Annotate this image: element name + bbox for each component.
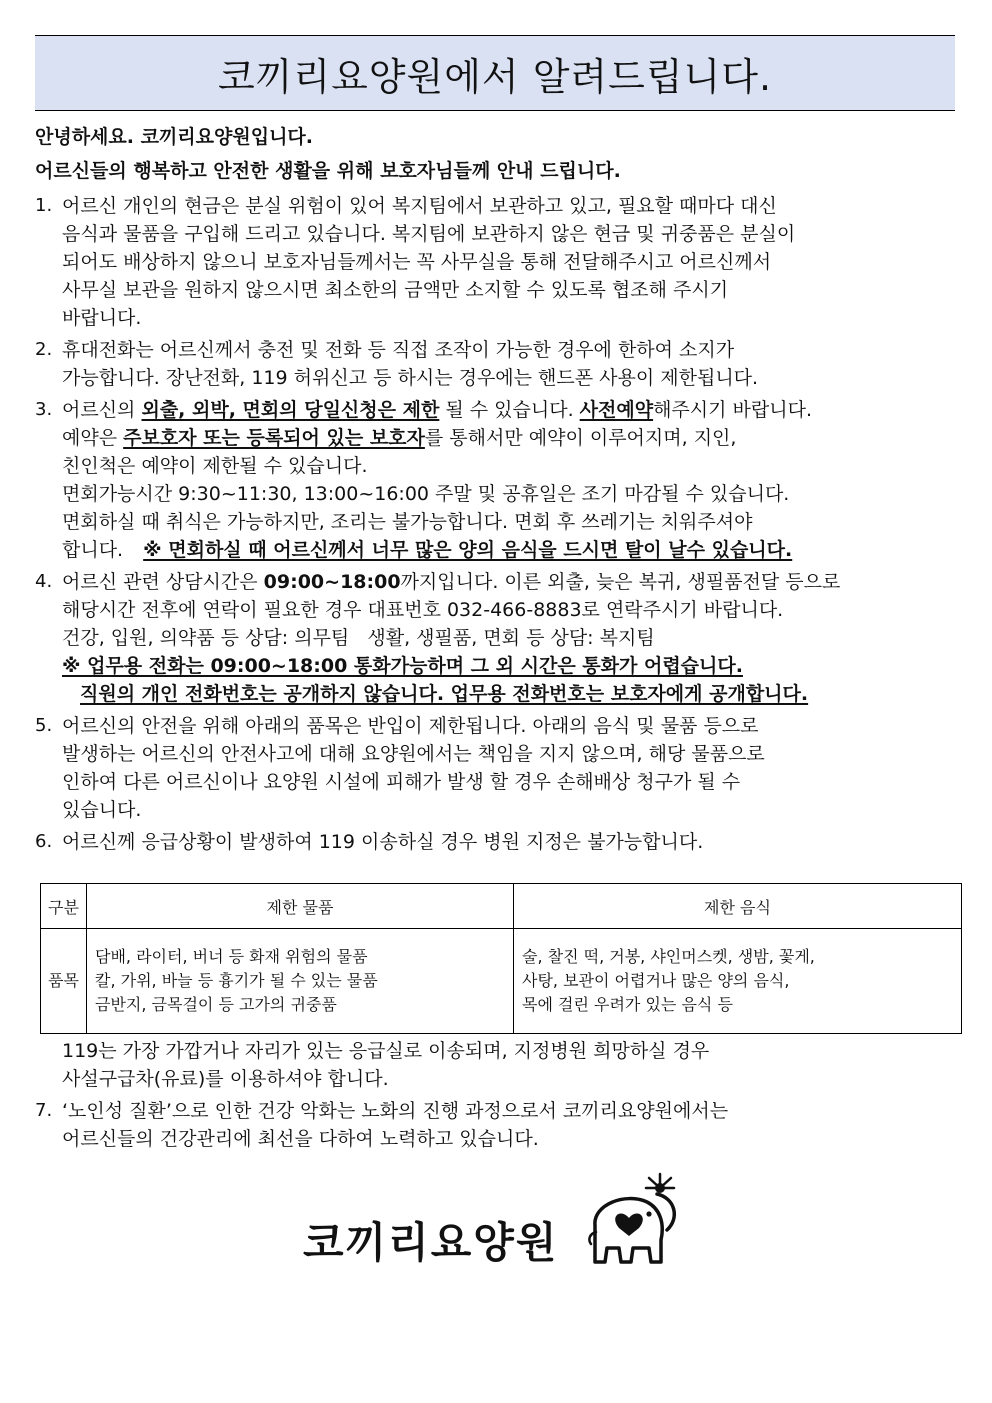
emphasis-text: 주보호자 또는 등록되어 있는 보호자 [123,427,425,449]
item-line: 되어도 배상하지 않으니 보호자님들께서는 꼭 사무실을 통해 전달해주시고 어르신께서 [62,251,772,273]
notice-item-3 [35,396,960,564]
restricted-food: 술, 찰진 떡, 거봉, 샤인머스켓, 생밤, 꽃게, [522,947,815,966]
restricted-item: 칼, 가위, 바늘 등 흉기가 될 수 있는 물품 [95,971,378,990]
notice-item-5 [35,712,960,824]
restricted-items-cell [87,929,514,1034]
table-header: 제한 물품 [87,884,514,929]
text-span: 까지입니다. 이른 외출, 늦은 복귀, 생필품전달 등으로 [400,571,841,593]
consult-hours: 09:00~18:00 [263,571,401,593]
item-number: 1. [35,195,53,216]
item-line: 사무실 보관을 원하지 않으시면 최소한의 금액만 소지할 수 있도록 협조해 주시기 [62,279,729,301]
text-span: 예약은 [62,427,124,449]
emphasis-text: 사전예약 [579,399,654,421]
table-header-row [41,884,962,929]
page-title: 코끼리요양원에서 알려드립니다. [35,35,955,111]
item-line: 면회가능시간 9:30~11:30, 13:00~16:00 주말 및 공휴일은 조기 마감될 수 있습니다. [62,483,790,505]
notice-item-6 [35,828,960,856]
item-number: 6. [35,831,53,852]
restricted-item: 담배, 라이터, 버너 등 화재 위험의 물품 [95,947,368,966]
item-line [62,396,960,424]
table-header: 제한 음식 [514,884,962,929]
item-line: 어르신들의 건강관리에 최선을 다하여 노력하고 있습니다. [62,1128,539,1150]
item-line: 발생하는 어르신의 안전사고에 대해 요양원에서는 책임을 지지 않으며, 해당 물품으로 [62,743,765,765]
item-line: 음식과 물품을 구입해 드리고 있습니다. 복지팀에 보관하지 않은 현금 및 귀중품은 분실이 [62,223,796,245]
item-number: 5. [35,715,53,736]
text-span: 해주시기 바랍니다. [653,399,812,421]
item-number: 3. [35,399,53,420]
item-line: 가능합니다. 장난전화, 119 허위신고 등 하시는 경우에는 핸드폰 사용이 제한됩니다. [62,367,759,389]
text-span: 될 수 있습니다. [439,399,580,421]
item-line: ‘노인성 질환’으로 인한 건강 악화는 노화의 진행 과정으로서 코끼리요양원에서는 [62,1100,729,1122]
notice-body-continued [35,1037,960,1153]
item-line: 건강, 입원, 의약품 등 상담: 의무팀 생활, 생필품, 면회 등 상담: 복지팀 [62,627,655,649]
warning-text: 직원의 개인 전화번호는 공개하지 않습니다. 업무용 전화번호는 보호자에게 공개합니다. [80,683,809,705]
item-line: 어르신 개인의 현금은 분실 위험이 있어 복지팀에서 보관하고 있고, 필요할 때마다 대신 [62,195,777,217]
notice-item-4 [35,568,960,708]
warning-text: ※ 면회하실 때 어르신께서 너무 많은 양의 음식을 드시면 탈이 날수 있습니다. [143,539,793,561]
notice-item-1 [35,192,960,332]
item-line: 사설구급차(유료)를 이용하셔야 합니다. [62,1068,389,1090]
text-span: 어르신의 [62,399,142,421]
item-line: 휴대전화는 어르신께서 충전 및 전화 등 직접 조작이 가능한 경우에 한하여 소지가 [62,339,735,361]
item-line [62,536,960,564]
row-label: 품목 [41,929,87,1034]
warning-text: ※ 업무용 전화는 09:00~18:00 통화가능하며 그 외 시간은 통화가 어렵습니다. [62,655,743,677]
item-line: 119는 가장 가깝거나 자리가 있는 응급실로 이송되며, 지정병원 희망하실 경우 [62,1040,710,1062]
item-line [62,568,960,596]
restricted-food: 사탕, 보관이 어렵거나 많은 양의 음식, [522,971,790,990]
notice-item-2 [35,336,960,392]
item-line: 어르신께 응급상황이 발생하여 119 이송하실 경우 병원 지정은 불가능합니다. [62,831,704,853]
item-line: 어르신의 안전을 위해 아래의 품목은 반입이 제한됩니다. 아래의 음식 및 물품 등으로 [62,715,759,737]
item-number: 2. [35,339,53,360]
restricted-food: 목에 걸린 우려가 있는 음식 등 [522,995,733,1014]
text-span: 를 통해서만 예약이 이루어지며, 지인, [424,427,737,449]
greeting-line: 어르신들의 행복하고 안전한 생활을 위해 보호자님들께 안내 드립니다. [35,160,621,182]
notice-item-7 [35,1097,960,1153]
item-number: 4. [35,571,53,592]
item-line [62,424,960,452]
restricted-item: 금반지, 금목걸이 등 고가의 귀중품 [95,995,337,1014]
notice-body [35,120,960,856]
item-line: 해당시간 전후에 연락이 필요한 경우 대표번호 032-466-8883로 연락주시기 바랍니다. [62,599,784,621]
item-line: 친인척은 예약이 제한될 수 있습니다. [62,455,368,477]
logo-text: 코끼리요양원 [303,1218,559,1267]
item-line: 바랍니다. [62,307,142,329]
item-line: 면회하실 때 취식은 가능하지만, 조리는 불가능합니다. 면회 후 쓰레기는 치워주셔야 [62,511,753,533]
emphasis-text: 외출, 외박, 면회의 당일신청은 제한 [141,399,440,421]
elephant-icon [585,1170,690,1270]
item-line: 인하여 다른 어르신이나 요양원 시설에 피해가 발생 할 경우 손해배상 청구가 될 수 [62,771,741,793]
table-row [41,929,962,1034]
greeting-line: 안녕하세요. 코끼리요양원입니다. [35,126,314,148]
text-span: 어르신 관련 상담시간은 [62,571,264,593]
restriction-table [40,883,962,1034]
item-number: 7. [35,1100,53,1121]
table-header: 구분 [41,884,87,929]
text-span: 합니다. [62,539,130,561]
restricted-foods-cell [514,929,962,1034]
item-line: 있습니다. [62,799,142,821]
notice-item-6-continued [35,1037,960,1093]
